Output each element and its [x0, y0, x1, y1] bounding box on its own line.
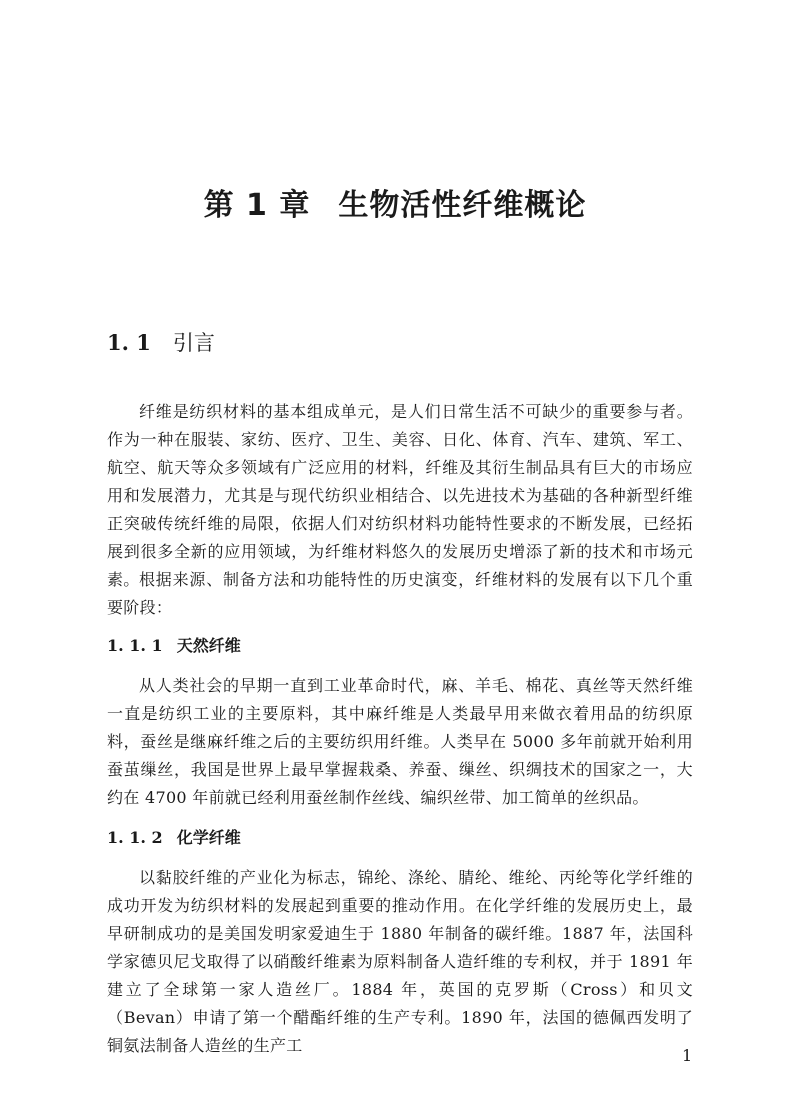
intro-paragraph-2: 根据来源、制备方法和功能特性的历史演变，纤维材料的发展有以下几个重要阶段： [107, 570, 693, 617]
chemical-fiber-paragraph: 以黏胶纤维的产业化为标志，锦纶、涤纶、腈纶、维纶、丙纶等化学纤维的成功开发为纺织材料的发展起到重要的推动作用。在化学纤维的发展历史上，最早研制成功的是美国发明家爱迪生于 1880 年制备的碳纤维。1887 年，法国科学家德贝尼戈取得了以硝酸纤维素为原料制备人造纤维的专利权，并于 1891 年建立了全球第一家人造丝厂。1884 年，英国的克罗斯（Cross）和贝文（Bevan）申请了第一个醋酯纤维的生产专利。1890 年，法国的德佩西发明了铜氨法制备人造丝的生产工 [107, 868, 693, 1055]
chapter-title [0, 180, 790, 224]
intro-paragraph-1: 纤维是纺织材料的基本组成单元，是人们日常生活不可缺少的重要参与者。作为一种在服装、家纺、医疗、卫生、美容、日化、体育、汽车、建筑、军工、航空、航天等众多领域有广泛应用的材料，纤维及其衍生制品具有巨大的市场应用和发展潜力，尤其是与现代纺织业相结合、以先进技术为基础的各种新型纤维正突破传统纤维的局限，依据人们对纺织材料功能特性要求的不断发展，已经拓展到很多全新的应用领域，为纤维材料悠久的发展历史增添了新的技术和市场元素。 [107, 402, 693, 589]
section-heading [107, 327, 215, 357]
subsection-title: 化学纤维 [176, 828, 241, 847]
section-title: 引言 [172, 331, 215, 355]
chapter-title-text: 生物活性纤维概论 [338, 188, 587, 223]
subsection-number: 1. 1. 2 [107, 828, 163, 847]
subsection-number: 1. 1. 1 [107, 636, 163, 655]
subsection-heading-chemical-fiber [107, 825, 241, 848]
natural-fiber-paragraph: 从人类社会的早期一直到工业革命时代，麻、羊毛、棉花、真丝等天然纤维一直是纺织工业的主要原料，其中麻纤维是人类最早用来做衣着用品的纺织原料，蚕丝是继麻纤维之后的主要纺织用纤维。人类早在 5000 多年前就开始利用蚕茧缫丝，我国是世界上最早掌握栽桑、养蚕、缫丝、织绸技术的国家之一，大约在 4700 年前就已经利用蚕丝制作丝线、编织丝带、加工简单的丝织品。 [107, 676, 693, 807]
chapter-number: 第 1 章 [203, 188, 311, 223]
subsection-heading-natural-fiber [107, 633, 241, 656]
subsection-title: 天然纤维 [176, 636, 241, 655]
page-number: 1 [682, 1046, 693, 1065]
section-number: 1. 1 [107, 330, 151, 355]
